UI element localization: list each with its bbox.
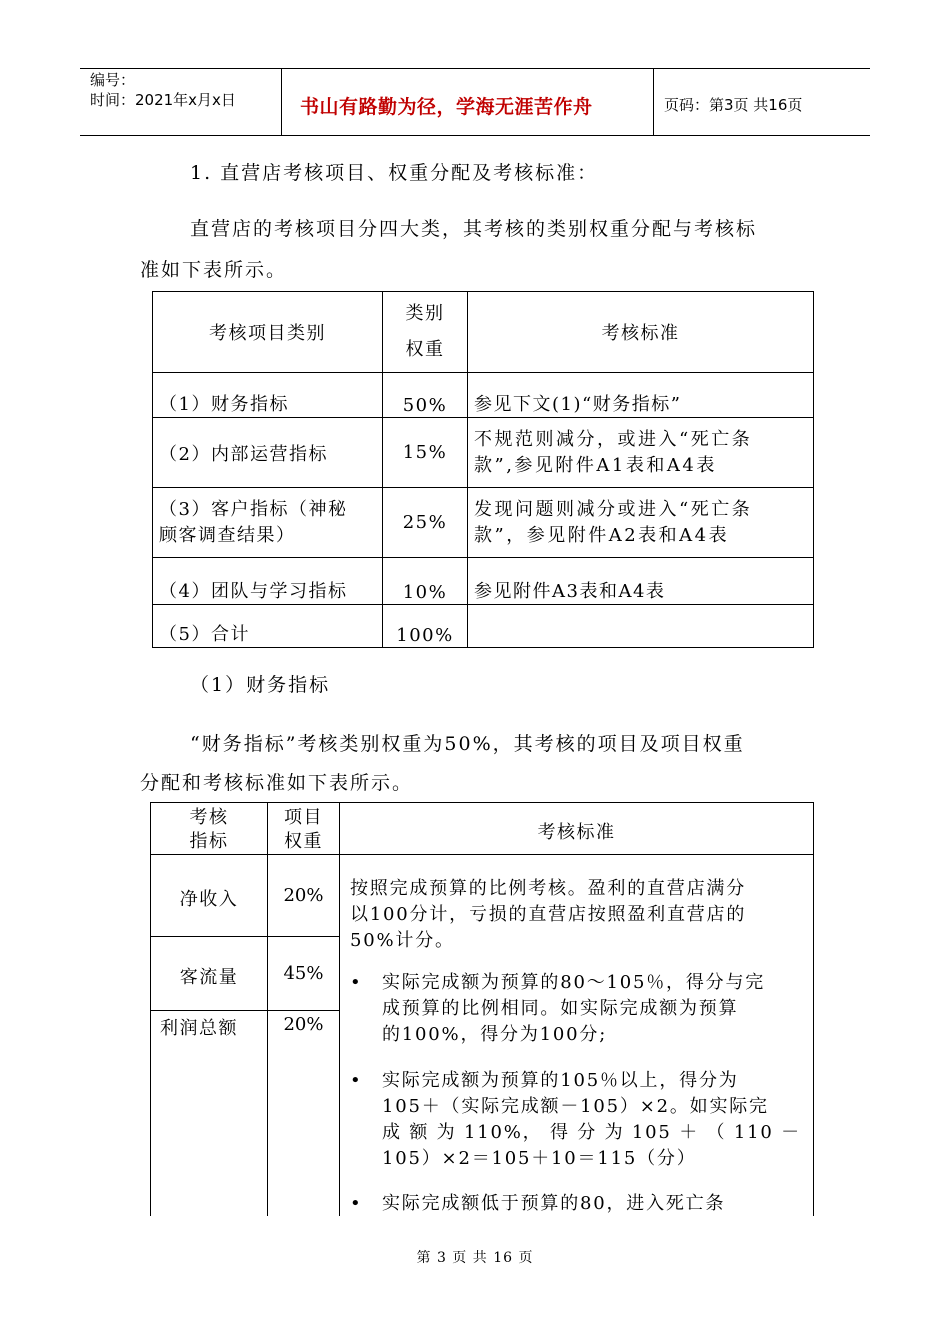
bullet-icon: • [350, 1070, 363, 1091]
row3-category [153, 488, 383, 558]
t2-standard-line1: 按照完成预算的比例考核。盈利的直营店满分 [350, 878, 746, 899]
header-meta [90, 70, 236, 110]
row1-category: （1）财务指标 [153, 373, 383, 418]
bullet2-line2: 105＋（实际完成额－105）×2。如实际完 [382, 1096, 769, 1117]
header-top-rule [80, 68, 870, 69]
header-weight-line2: 权重 [405, 339, 445, 360]
bullet3-line1: 实际完成额低于预算的80，进入死亡条 [382, 1193, 726, 1214]
header-motto: 书山有路勤为径，学海无涯苦作舟 [300, 96, 593, 118]
row3-standard-line1: 发现问题则减分或进入“死亡条 [474, 498, 753, 520]
row3-category-line1: （3）客户指标（神秘 [159, 498, 348, 520]
bullet2-line4: 105）×2＝105＋10＝115（分） [382, 1148, 697, 1169]
t2-bullet-2 [350, 1068, 810, 1172]
document-number-label: 编号： [90, 71, 136, 89]
bullet2-line1: 实际完成额为预算的105％以上，得分为 [382, 1070, 739, 1091]
bullet1-line1: 实际完成额为预算的80～105％，得分与完 [382, 972, 766, 993]
subsection-intro-line2: 分配和考核标准如下表所示。 [140, 772, 414, 794]
subsection-intro-line1: “财务指标”考核类别权重为50%，其考核的项目及项目权重 [190, 733, 745, 755]
t2-header-weight-line1: 项目 [284, 807, 323, 828]
bullet-icon: • [350, 1193, 363, 1214]
t2-standard-line2: 以100分计，亏损的直营店按照盈利直营店的 [350, 904, 747, 925]
row4-standard: 参见附件A3表和A4表 [468, 558, 814, 605]
table-header-row [153, 292, 814, 373]
section-heading: 1. 直营店考核项目、权重分配及考核标准： [190, 162, 599, 184]
row5-category: （5）合计 [153, 605, 383, 648]
row3-standard [468, 488, 814, 558]
row4-category: （4）团队与学习指标 [153, 558, 383, 605]
t2-header-standard: 考核标准 [537, 822, 616, 843]
t2-standard-line3: 50%计分。 [350, 930, 455, 951]
row3-weight: 25% [383, 488, 468, 558]
table-row [153, 373, 814, 418]
header-page-info: 页码：第3页 共16页 [664, 96, 803, 114]
t2-header-item-line1: 考核 [189, 807, 229, 828]
t2-header-weight [268, 806, 339, 854]
section-intro-line2: 准如下表所示。 [140, 259, 288, 281]
t2-row2-weight: 45% [283, 963, 324, 984]
header-divider-2 [653, 68, 654, 135]
row2-standard [468, 418, 814, 488]
row4-weight: 10% [383, 558, 468, 605]
header-weight-line1: 类别 [405, 303, 445, 324]
t2-header-weight-line2: 权重 [284, 831, 323, 852]
t2-row2-item: 客流量 [179, 967, 239, 988]
bullet1-line2: 成预算的比例相同。如实际完成额为预算 [382, 998, 739, 1019]
t2-standard-paragraph [350, 876, 746, 954]
subsection-heading: （1）财务指标 [190, 674, 331, 696]
t2-row3-weight: 20% [283, 1014, 324, 1035]
t2-row1-item: 净收入 [179, 889, 239, 910]
row2-category: （2）内部运营指标 [153, 418, 383, 488]
table-row [153, 558, 814, 605]
header-divider-1 [281, 68, 282, 135]
t2-row3-item: 利润总额 [160, 1018, 238, 1039]
t2-header-item-line2: 指标 [189, 831, 229, 852]
table-row [153, 418, 814, 488]
t2-header-item [151, 806, 267, 854]
t2-bullet-3 [350, 1191, 810, 1217]
row2-standard-line2: 款”,参见附件A1表和A4表 [474, 454, 717, 476]
document-time-label: 时间：2021年x月x日 [90, 91, 236, 109]
t2-bullet-1 [350, 970, 810, 1048]
t2-row1-weight: 20% [283, 885, 324, 906]
row1-weight: 50% [383, 373, 468, 418]
section-intro-line1: 直营店的考核项目分四大类，其考核的类别权重分配与考核标 [190, 218, 758, 240]
bullet-icon: • [350, 972, 363, 993]
bullet2-line3: 成 额 为 110%， 得 分 为 105 ＋ （ 110 － [382, 1122, 801, 1143]
row5-weight: 100% [383, 605, 468, 648]
table-row [153, 605, 814, 648]
header-category: 考核项目类别 [153, 292, 383, 373]
header-bottom-rule [80, 135, 870, 136]
category-weight-table [152, 291, 814, 648]
bullet1-line3: 的100%，得分为100分; [382, 1024, 608, 1045]
row2-weight: 15% [383, 418, 468, 488]
row3-standard-line2: 款”，参见附件A2表和A4表 [474, 524, 730, 546]
header-standard: 考核标准 [468, 292, 814, 373]
row3-category-line2: 顾客调查结果） [159, 524, 296, 546]
table-row [153, 488, 814, 558]
row5-standard [468, 605, 814, 648]
header-weight [383, 292, 468, 373]
page-footer: 第 3 页 共 16 页 [416, 1250, 534, 1266]
row1-standard: 参见下文(1)“财务指标” [468, 373, 814, 418]
row2-standard-line1: 不规范则减分，或进入“死亡条 [474, 428, 753, 450]
